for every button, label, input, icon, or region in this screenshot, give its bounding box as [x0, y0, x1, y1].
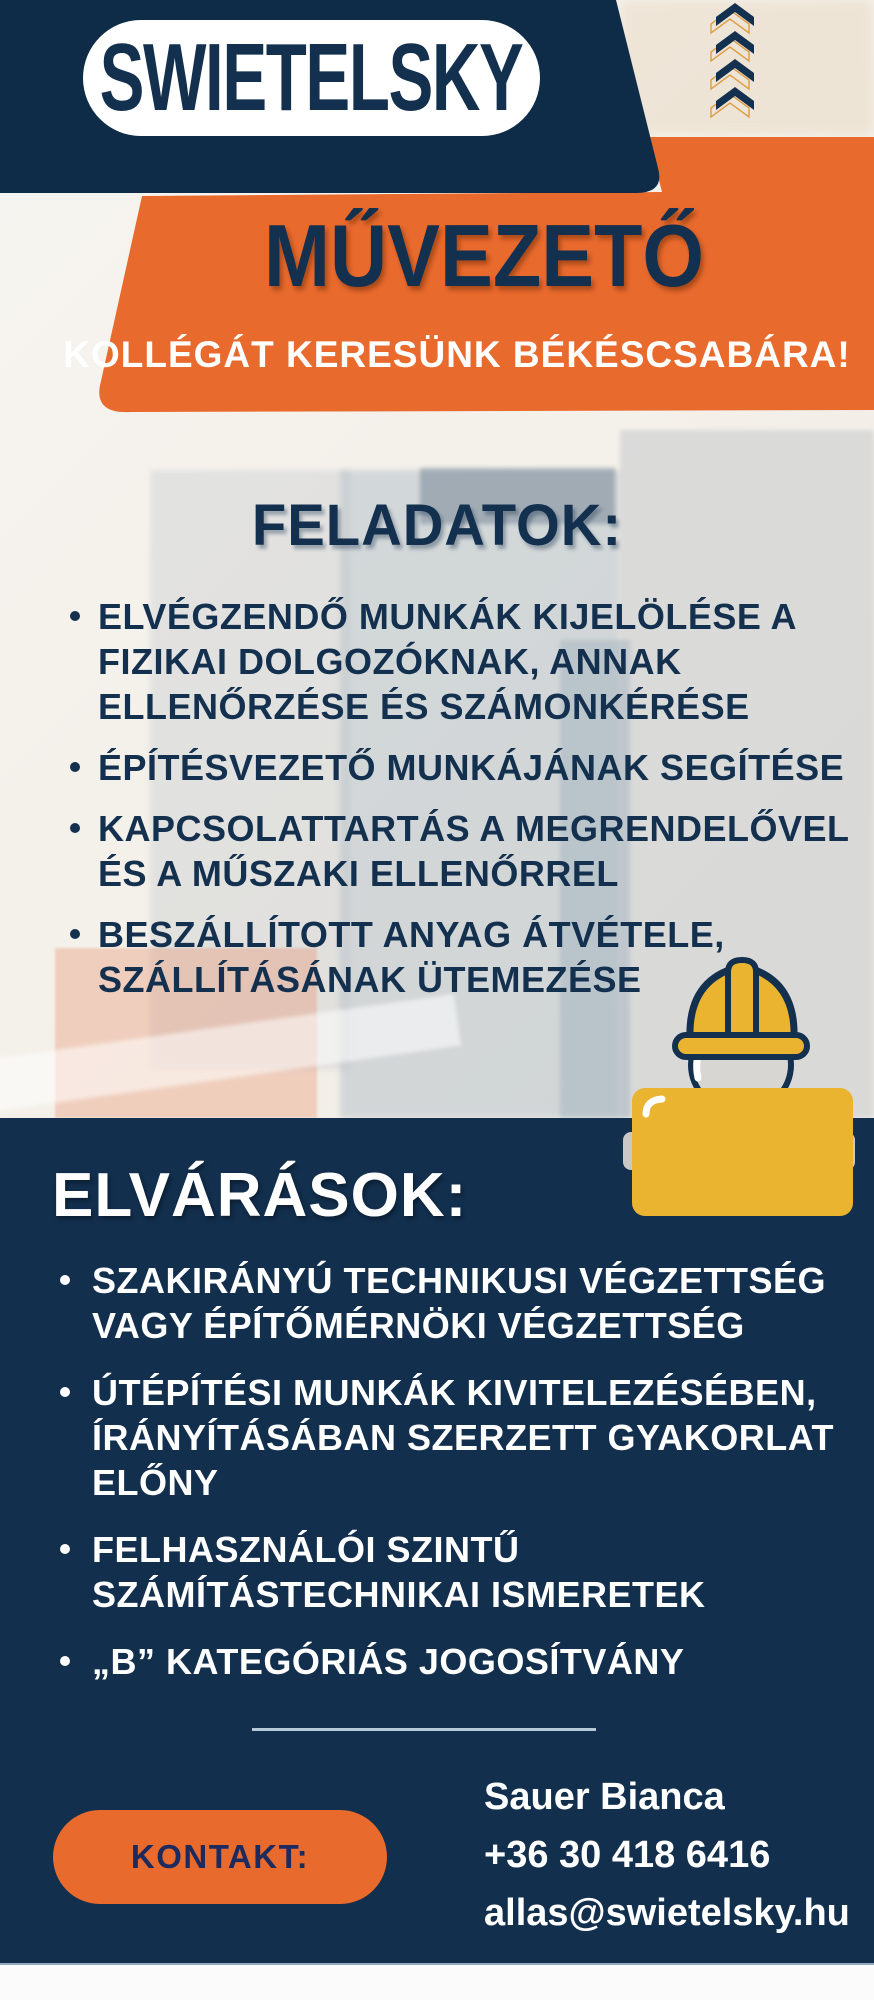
task-item — [68, 806, 848, 896]
swietelsky-logo-text: SWIETELSKY — [100, 24, 523, 131]
requirement-line: SZÁMÍTÁSTECHNIKAI ISMERETEK — [92, 1574, 706, 1615]
task-item — [68, 594, 848, 729]
requirement-item — [52, 1639, 842, 1684]
requirement-line: ELŐNY — [92, 1462, 219, 1503]
requirements-heading: ELVÁRÁSOK: — [52, 1161, 468, 1230]
job-subtitle: KOLLÉGÁT KERESÜNK BÉKÉSCSABÁRA! — [63, 334, 851, 375]
contact-phone: +36 30 418 6416 — [484, 1834, 771, 1876]
chevrons-up-icon — [702, 2, 770, 130]
contact-name: Sauer Bianca — [484, 1776, 725, 1818]
job-title: MŰVEZETŐ — [263, 206, 705, 305]
requirements-list — [52, 1258, 842, 1706]
bottom-strip — [0, 1963, 874, 2000]
requirement-item — [52, 1527, 842, 1617]
construction-worker-icon — [618, 950, 860, 1218]
tasks-heading: FELADATOK: — [251, 493, 623, 558]
task-line: ÉPÍTÉSVEZETŐ MUNKÁJÁNAK SEGÍTÉSE — [98, 747, 845, 788]
requirement-line: FELHASZNÁLÓI SZINTŰ — [92, 1529, 520, 1570]
requirement-line: VAGY ÉPÍTŐMÉRNÖKI VÉGZETTSÉG — [92, 1305, 745, 1346]
task-line: ÉS A MŰSZAKI ELLENŐRREL — [98, 853, 619, 894]
requirement-line: „B” KATEGÓRIÁS JOGOSÍTVÁNY — [92, 1641, 685, 1682]
requirement-line: ÚTÉPÍTÉSI MUNKÁK KIVITELEZÉSÉBEN, — [92, 1372, 817, 1413]
contact-info — [484, 1768, 850, 1942]
kontakt-button — [53, 1810, 387, 1904]
divider-line — [252, 1728, 596, 1731]
requirement-item — [52, 1258, 842, 1348]
kontakt-button-label: KONTAKT: — [130, 1838, 310, 1875]
requirement-line: ÍRÁNYÍTÁSÁBAN SZERZETT GYAKORLAT — [92, 1417, 835, 1458]
task-line: ELLENŐRZÉSE ÉS SZÁMONKÉRÉSE — [98, 686, 750, 727]
task-line: BESZÁLLÍTOTT ANYAG ÁTVÉTELE, — [98, 914, 725, 955]
task-line: SZÁLLÍTÁSÁNAK ÜTEMEZÉSE — [98, 959, 642, 1000]
requirement-line: SZAKIRÁNYÚ TECHNIKUSI VÉGZETTSÉG — [92, 1260, 827, 1301]
task-item — [68, 745, 848, 790]
requirement-item — [52, 1370, 842, 1505]
task-line: ELVÉGZENDŐ MUNKÁK KIJELÖLÉSE A — [98, 596, 798, 637]
task-line: KAPCSOLATTARTÁS A MEGRENDELŐVEL — [98, 808, 850, 849]
swietelsky-logo — [83, 20, 540, 136]
contact-email: allas@swietelsky.hu — [484, 1892, 850, 1934]
task-line: FIZIKAI DOLGOZÓKNAK, ANNAK — [98, 641, 682, 682]
